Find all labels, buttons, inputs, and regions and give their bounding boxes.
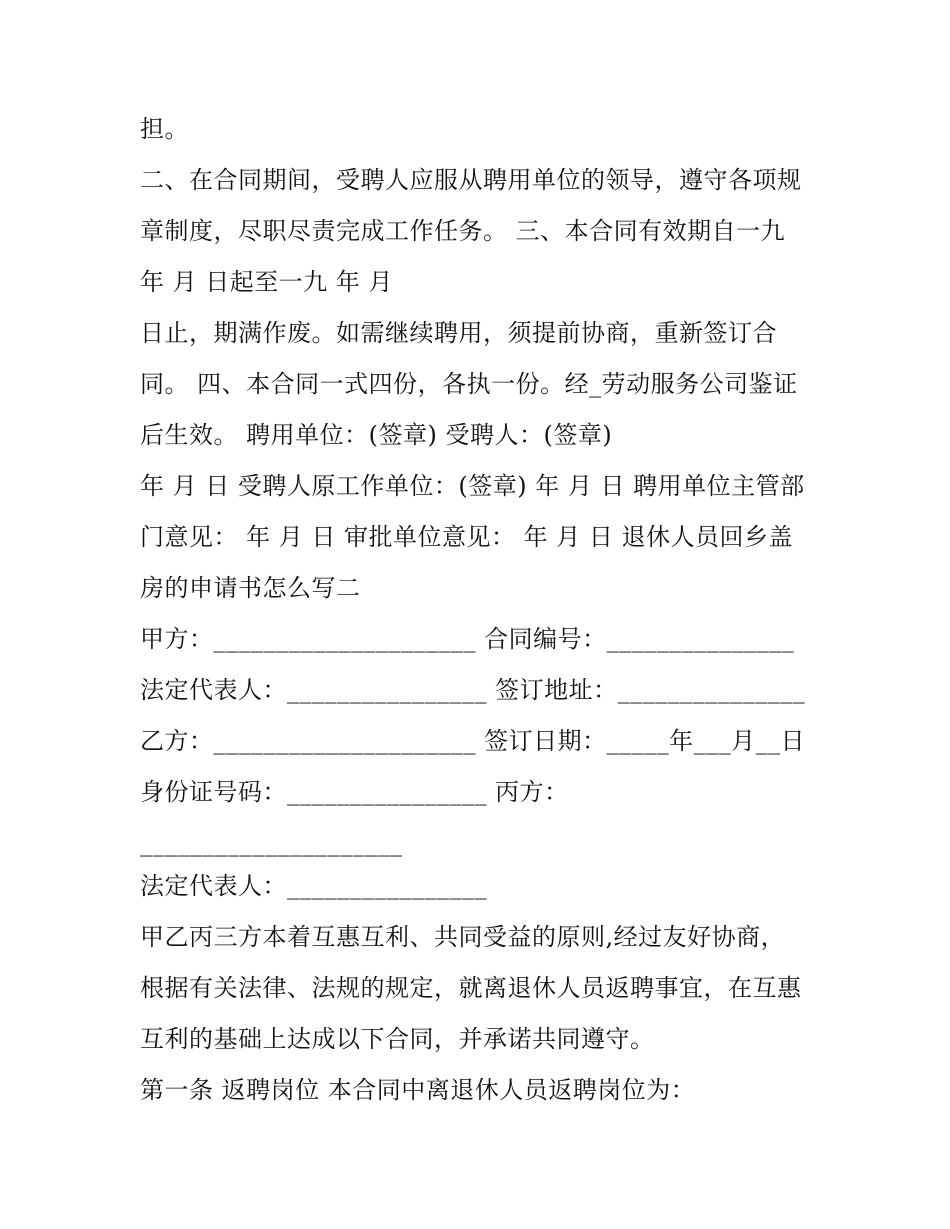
text-line-6: 同。 四、本合同一式四份，各执一份。经_劳动服务公司鉴证 — [140, 370, 798, 398]
text-line-4: 年 月 日起至一九 年 月 — [140, 268, 394, 296]
text-line-2: 二、在合同期间，受聘人应服从聘用单位的领导，遵守各项规 — [140, 166, 802, 194]
text-line-17: 甲乙丙三方本着互惠互利、共同受益的原则,经过友好协商， — [140, 923, 786, 951]
party-c-blank-line: _____________________ — [140, 829, 403, 857]
party-a-line: 甲方：_____________________ 合同编号：_______________ — [140, 625, 795, 653]
id-number-party-c-line: 身份证号码：________________ 丙方： — [140, 778, 569, 806]
text-line-5: 日止，期满作废。如需继续聘用，须提前协商，重新签订合 — [140, 319, 777, 347]
text-line-18: 根据有关法律、法规的规定，就离退休人员返聘事宜，在互惠 — [140, 974, 802, 1002]
party-b-date-line: 乙方：_____________________ 签订日期：_____年___月__日 — [140, 727, 806, 755]
text-line-9: 门意见： 年 月 日 审批单位意见： 年 月 日 退休人员回乡盖 — [140, 523, 794, 551]
party-c-legal-rep-line: 法定代表人：________________ — [140, 872, 487, 900]
text-line-8: 年 月 日 受聘人原工作单位：(签章) 年 月 日 聘用单位主管部 — [140, 472, 805, 500]
article-one-line: 第一条 返聘岗位 本合同中离退休人员返聘岗位为： — [140, 1076, 696, 1104]
text-line-19: 互利的基础上达成以下合同，并承诺共同遵守。 — [140, 1025, 655, 1053]
text-line-7: 后生效。 聘用单位：(签章) 受聘人：(签章) — [140, 421, 613, 449]
legal-rep-address-line: 法定代表人：________________ 签订地址：_______________ — [140, 676, 806, 704]
text-line-1: 担。 — [140, 115, 189, 143]
text-line-10: 房的申请书怎么写二 — [140, 574, 361, 602]
text-line-3: 章制度，尽职尽责完成工作任务。 三、本合同有效期自一九 — [140, 217, 786, 245]
